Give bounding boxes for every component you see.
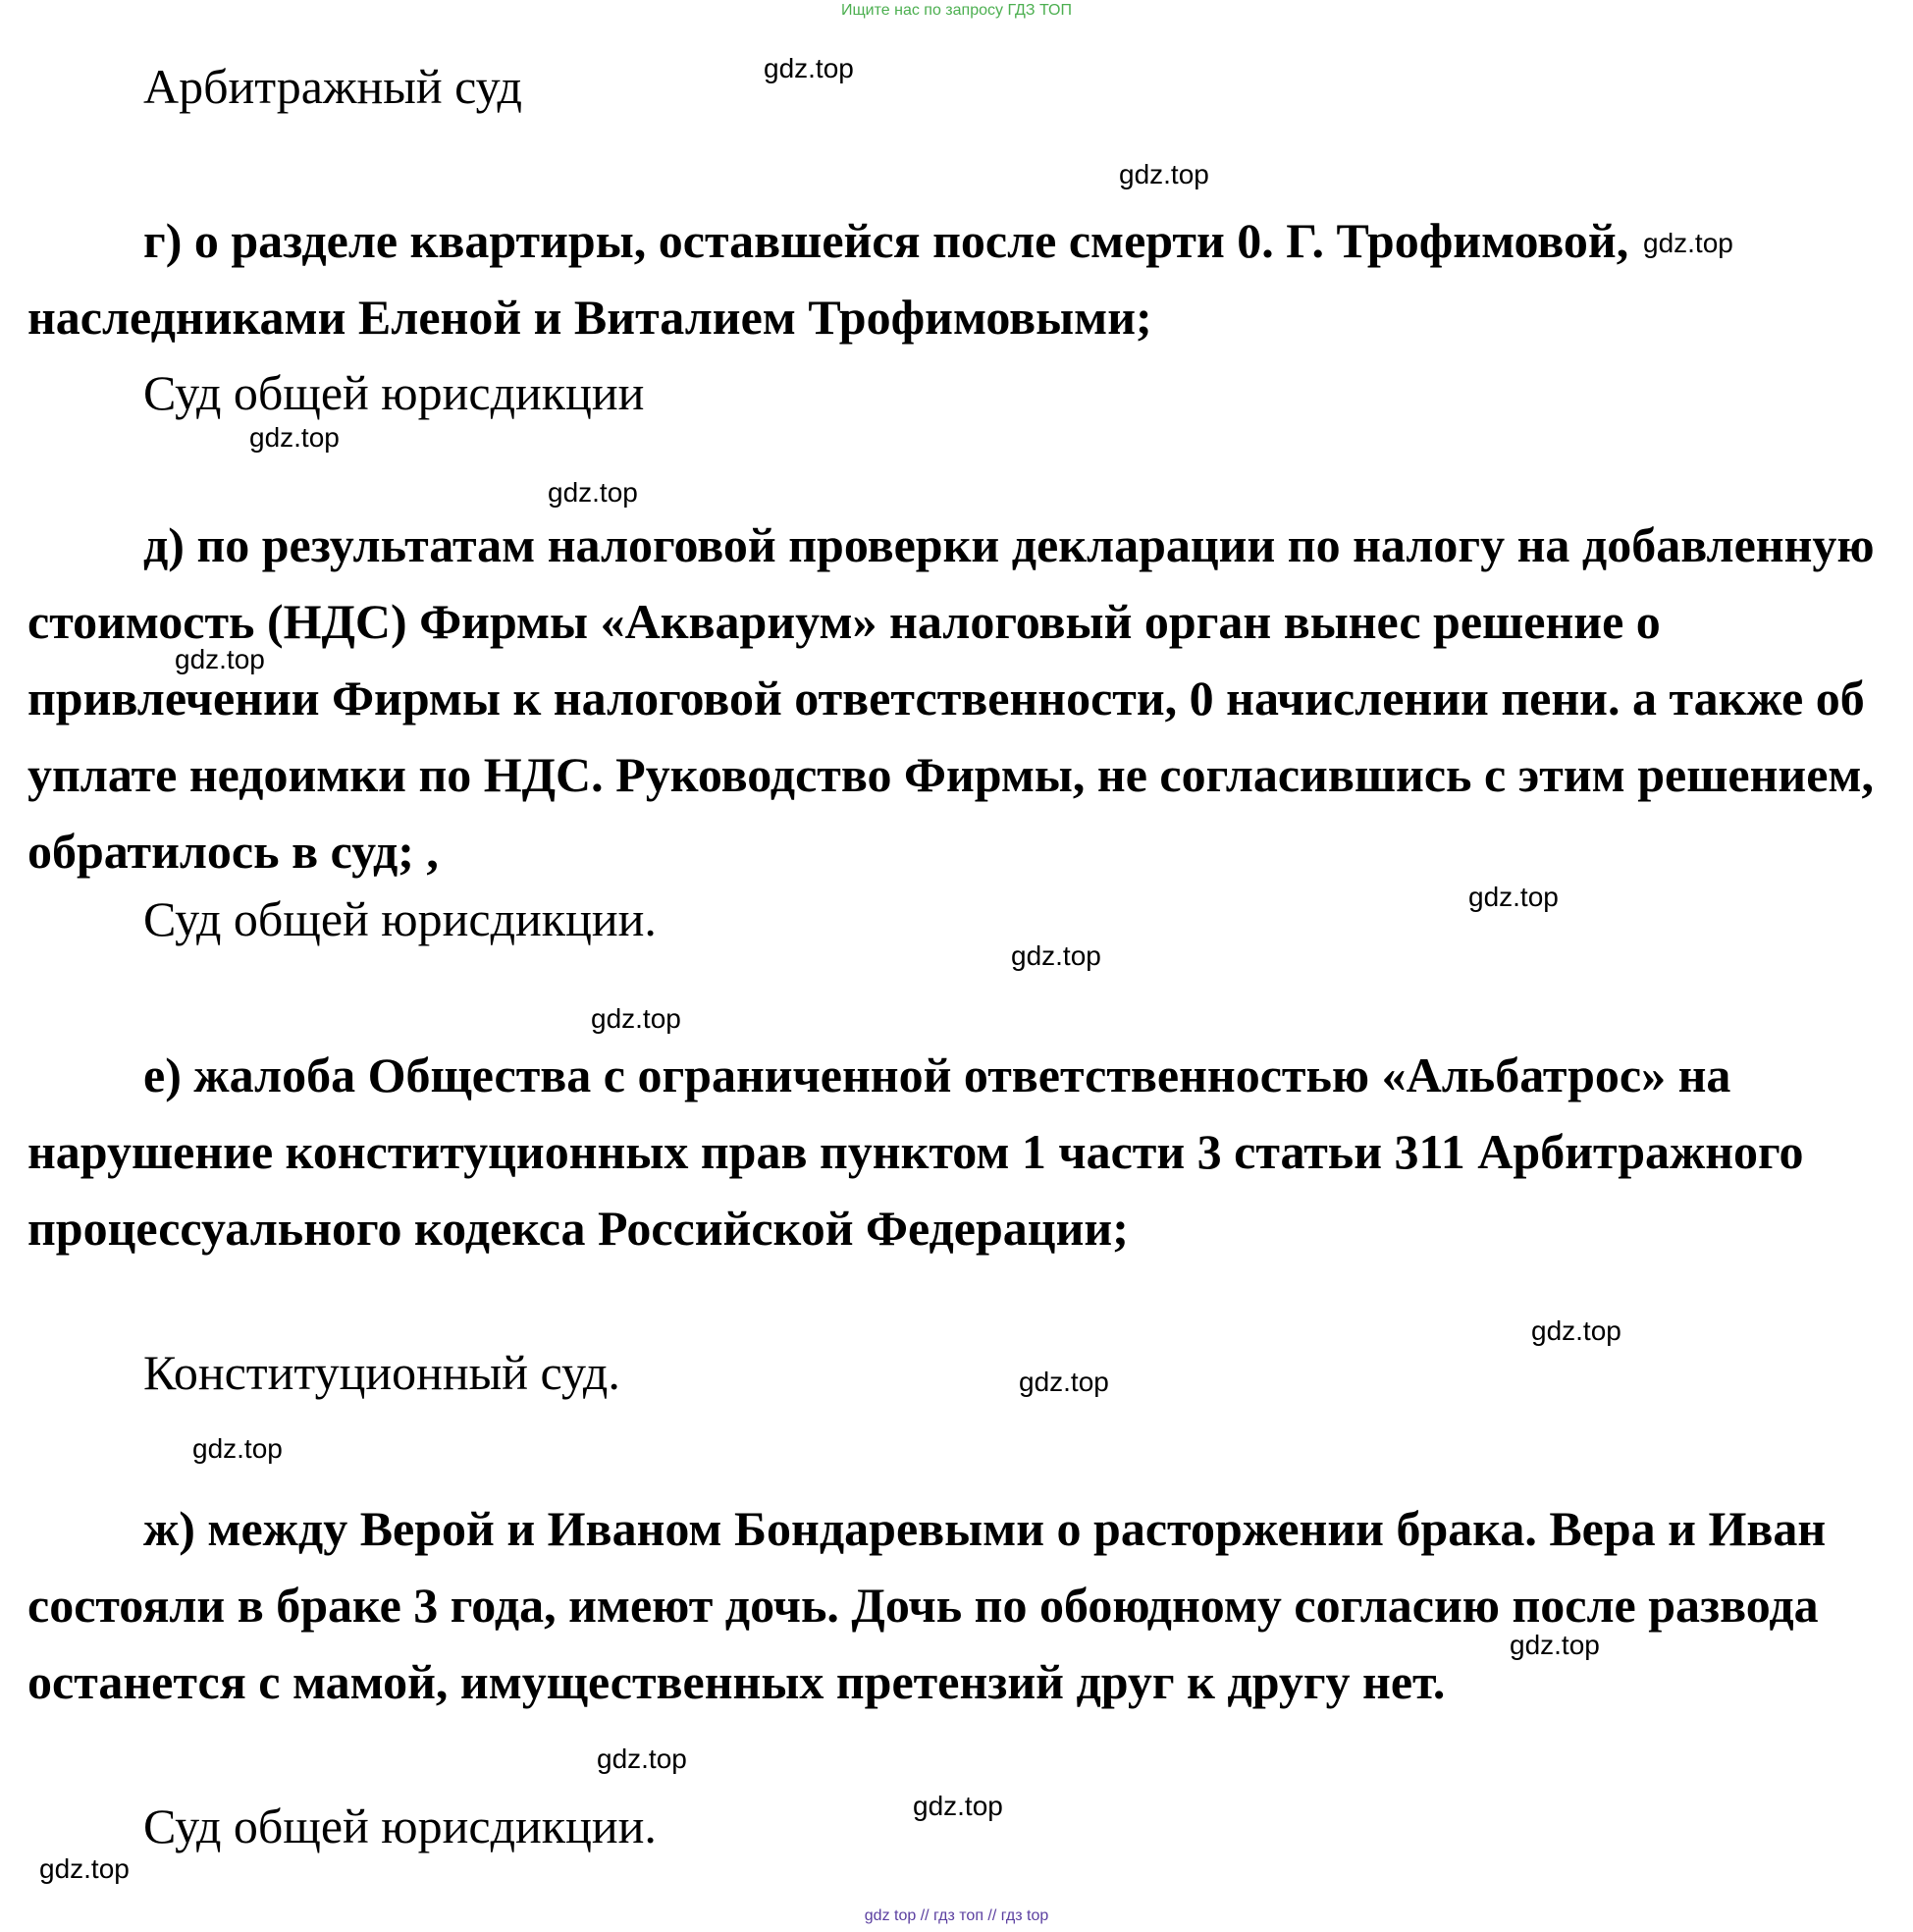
watermark: gdz.top [1643, 228, 1733, 258]
answer-g: Суд общей юрисдикции [143, 365, 645, 420]
bottom-banner: gdz top // гдз топ // гдз top [864, 1907, 1049, 1924]
watermark: gdz.top [1531, 1315, 1621, 1346]
watermark: gdz.top [1011, 940, 1101, 971]
watermark: gdz.top [1119, 159, 1209, 189]
watermark: gdz.top [548, 477, 638, 508]
answer-prev: Арбитражный суд [143, 59, 522, 114]
watermark: gdz.top [591, 1003, 681, 1034]
watermark: gdz.top [39, 1853, 130, 1884]
watermark: gdz.top [175, 644, 265, 674]
watermark: gdz.top [597, 1744, 687, 1774]
watermark: gdz.top [1468, 882, 1559, 912]
question-d: д) по результатам налоговой проверки декларации по налогу на добавленную стоимость (НДС) Фирмы «Аквариум» налоговый орган вынес решение о привлечении Фирмы к налоговой ответственности, 0 начислении пени. а также об уплате недоимки по НДС. Руководство Фирмы, не согласившись с этим решением, обратилось в суд; , [27, 517, 1875, 879]
watermark: gdz.top [913, 1791, 1003, 1821]
watermark: gdz.top [192, 1433, 283, 1464]
answer-e: Конституционный суд. [143, 1345, 620, 1400]
watermark: gdz.top [1510, 1630, 1600, 1660]
watermark: gdz.top [1019, 1367, 1109, 1397]
answer-d: Суд общей юрисдикции. [143, 891, 657, 946]
question-e: е) жалоба Общества с ограниченной ответственностью «Альбатрос» на нарушение конституционных прав пунктом 1 части 3 статьи 311 Арбитражного процессуального кодекса Российской Федерации; [27, 1047, 1804, 1256]
question-zh: ж) между Верой и Иваном Бондаревыми о расторжении брака. Вера и Иван состояли в браке 3 года, имеют дочь. Дочь по обоюдному согласию после развода останется с мамой, имущественных претензий друг к другу нет. [27, 1501, 1827, 1709]
watermark: gdz.top [764, 53, 854, 83]
answer-zh: Суд общей юрисдикции. [143, 1798, 657, 1853]
watermark: gdz.top [249, 422, 340, 453]
question-g: г) о разделе квартиры, оставшейся после смерти 0. Г. Трофимовой, наследниками Еленой и Виталием Трофимовыми; [27, 213, 1629, 345]
top-banner: Ищите нас по запросу ГДЗ ТОП [841, 2, 1072, 19]
